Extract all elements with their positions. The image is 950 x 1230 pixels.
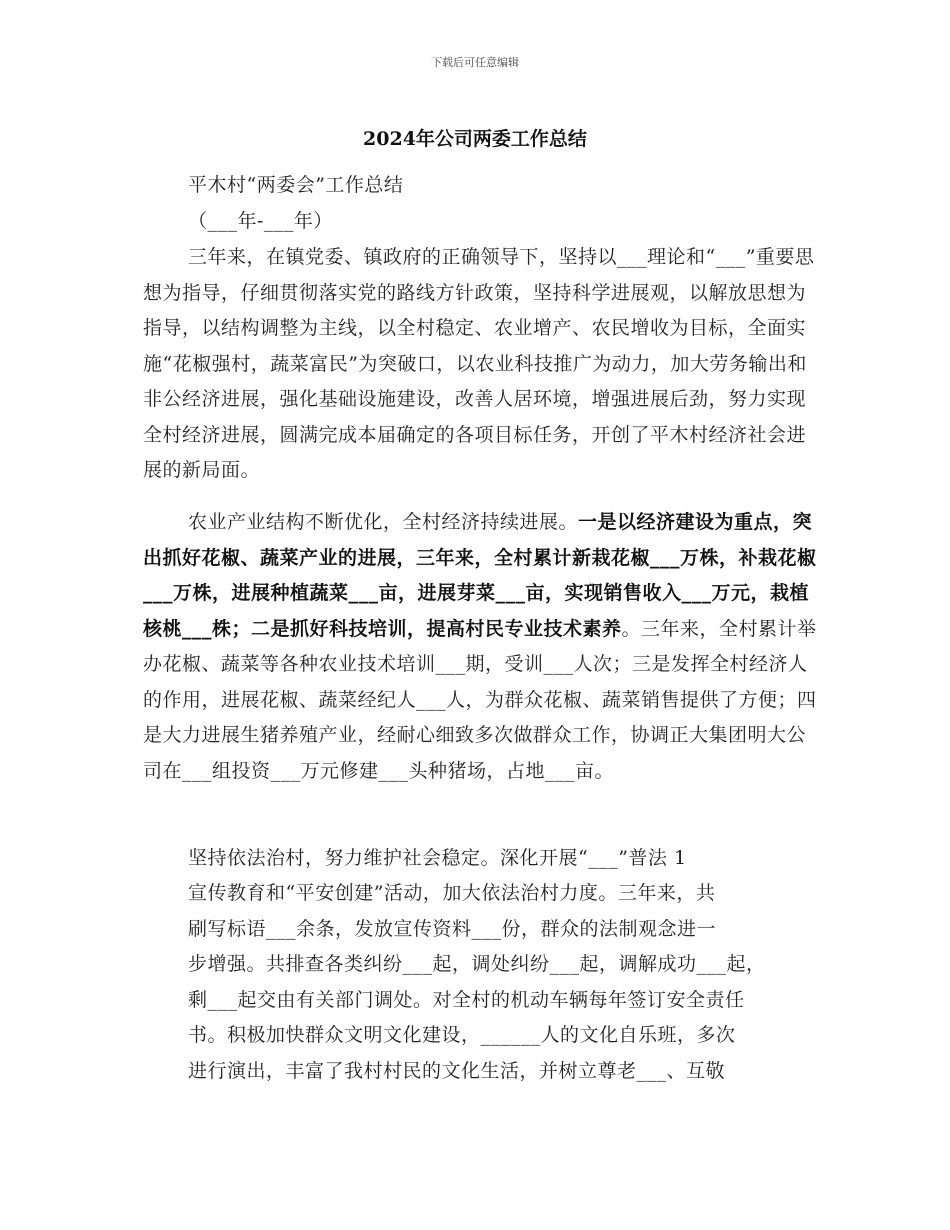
paragraph-agriculture-intro: 农业产业结构不断优化，全村经济持续进展。	[188, 511, 579, 533]
paragraph-intro: 三年来，在镇党委、镇政府的正确领导下，坚持以___理论和“___”重要思想为指导，仔细贯彻落实党的路线方针政策，坚持科学进展观，以解放思想为指导，以结构调整为主线，以全村稳定、农业增产、农民增收为目标，全面实施“花椒强村，蔬菜富民”为突破口，以农业科技推广为动力，加大劳务输出和非公经济进展，强化基础设施建设，改善人居环境，增强进展后劲，努力实现全村经济进展，圆满完成本届确定的各项目标任务，开创了平木村经济社会进展的新局面。	[143, 246, 815, 481]
paragraph-legal-line: 剩___起交由有关部门调处。对全村的机动车辆每年签订安全责任	[188, 989, 745, 1011]
document-title: 2024年公司两委工作总结	[363, 128, 587, 150]
paragraph-legal-line: 刷写标语___余条，发放宣传资料___份，群众的法制观念进一	[188, 918, 717, 940]
page-header-note: 下载后可任意编辑	[431, 56, 519, 69]
document-subtitle: 平木村“两委会”工作总结	[188, 174, 404, 196]
paragraph-legal-line: 书。积极加快群众文明文化建设，______人的文化自乐班，多次	[188, 1024, 736, 1046]
paragraph-agriculture-rest: 。三年来，全村累计举办花椒、蔬菜等各种农业技术培训___期，受训___人次；三是发挥全村经济人的作用，进展花椒、蔬菜经纪人___人，为群众花椒、蔬菜销售提供了方便；四是大力进展生猪养殖产业，经耐心细致多次做群众工作，协调正大集团明大公司在___组投资___万元修建___头种猪场，占地___亩。	[143, 617, 817, 782]
paragraph-legal-line: 坚持依法治村，努力维护社会稳定。深化开展“___”普法 1	[188, 847, 687, 869]
document-period: （___年-___年）	[188, 210, 333, 232]
paragraph-agriculture-bold: 一是以经济建设为重点，突出抓好花椒、蔬菜产业的进展，三年来，全村累计新栽花椒___万株，补栽花椒___万株，进展种植蔬菜___亩，进展芽菜___亩，实现销售收入___万元，栽植核桃___株；二是抓好科技培训，提高村民专业技术素养	[143, 511, 817, 640]
paragraph-legal-line: 步增强。共排查各类纠纷___起，调处纠纷___起，调解成功___起，	[188, 953, 766, 975]
paragraph-agriculture	[143, 505, 818, 789]
paragraph-legal-line: 宣传教育和“平安创建”活动，加大依法治村力度。三年来，共	[188, 882, 716, 904]
paragraph-legal-line: 进行演出，丰富了我村村民的文化生活，并树立尊老___、互敬	[188, 1060, 726, 1082]
